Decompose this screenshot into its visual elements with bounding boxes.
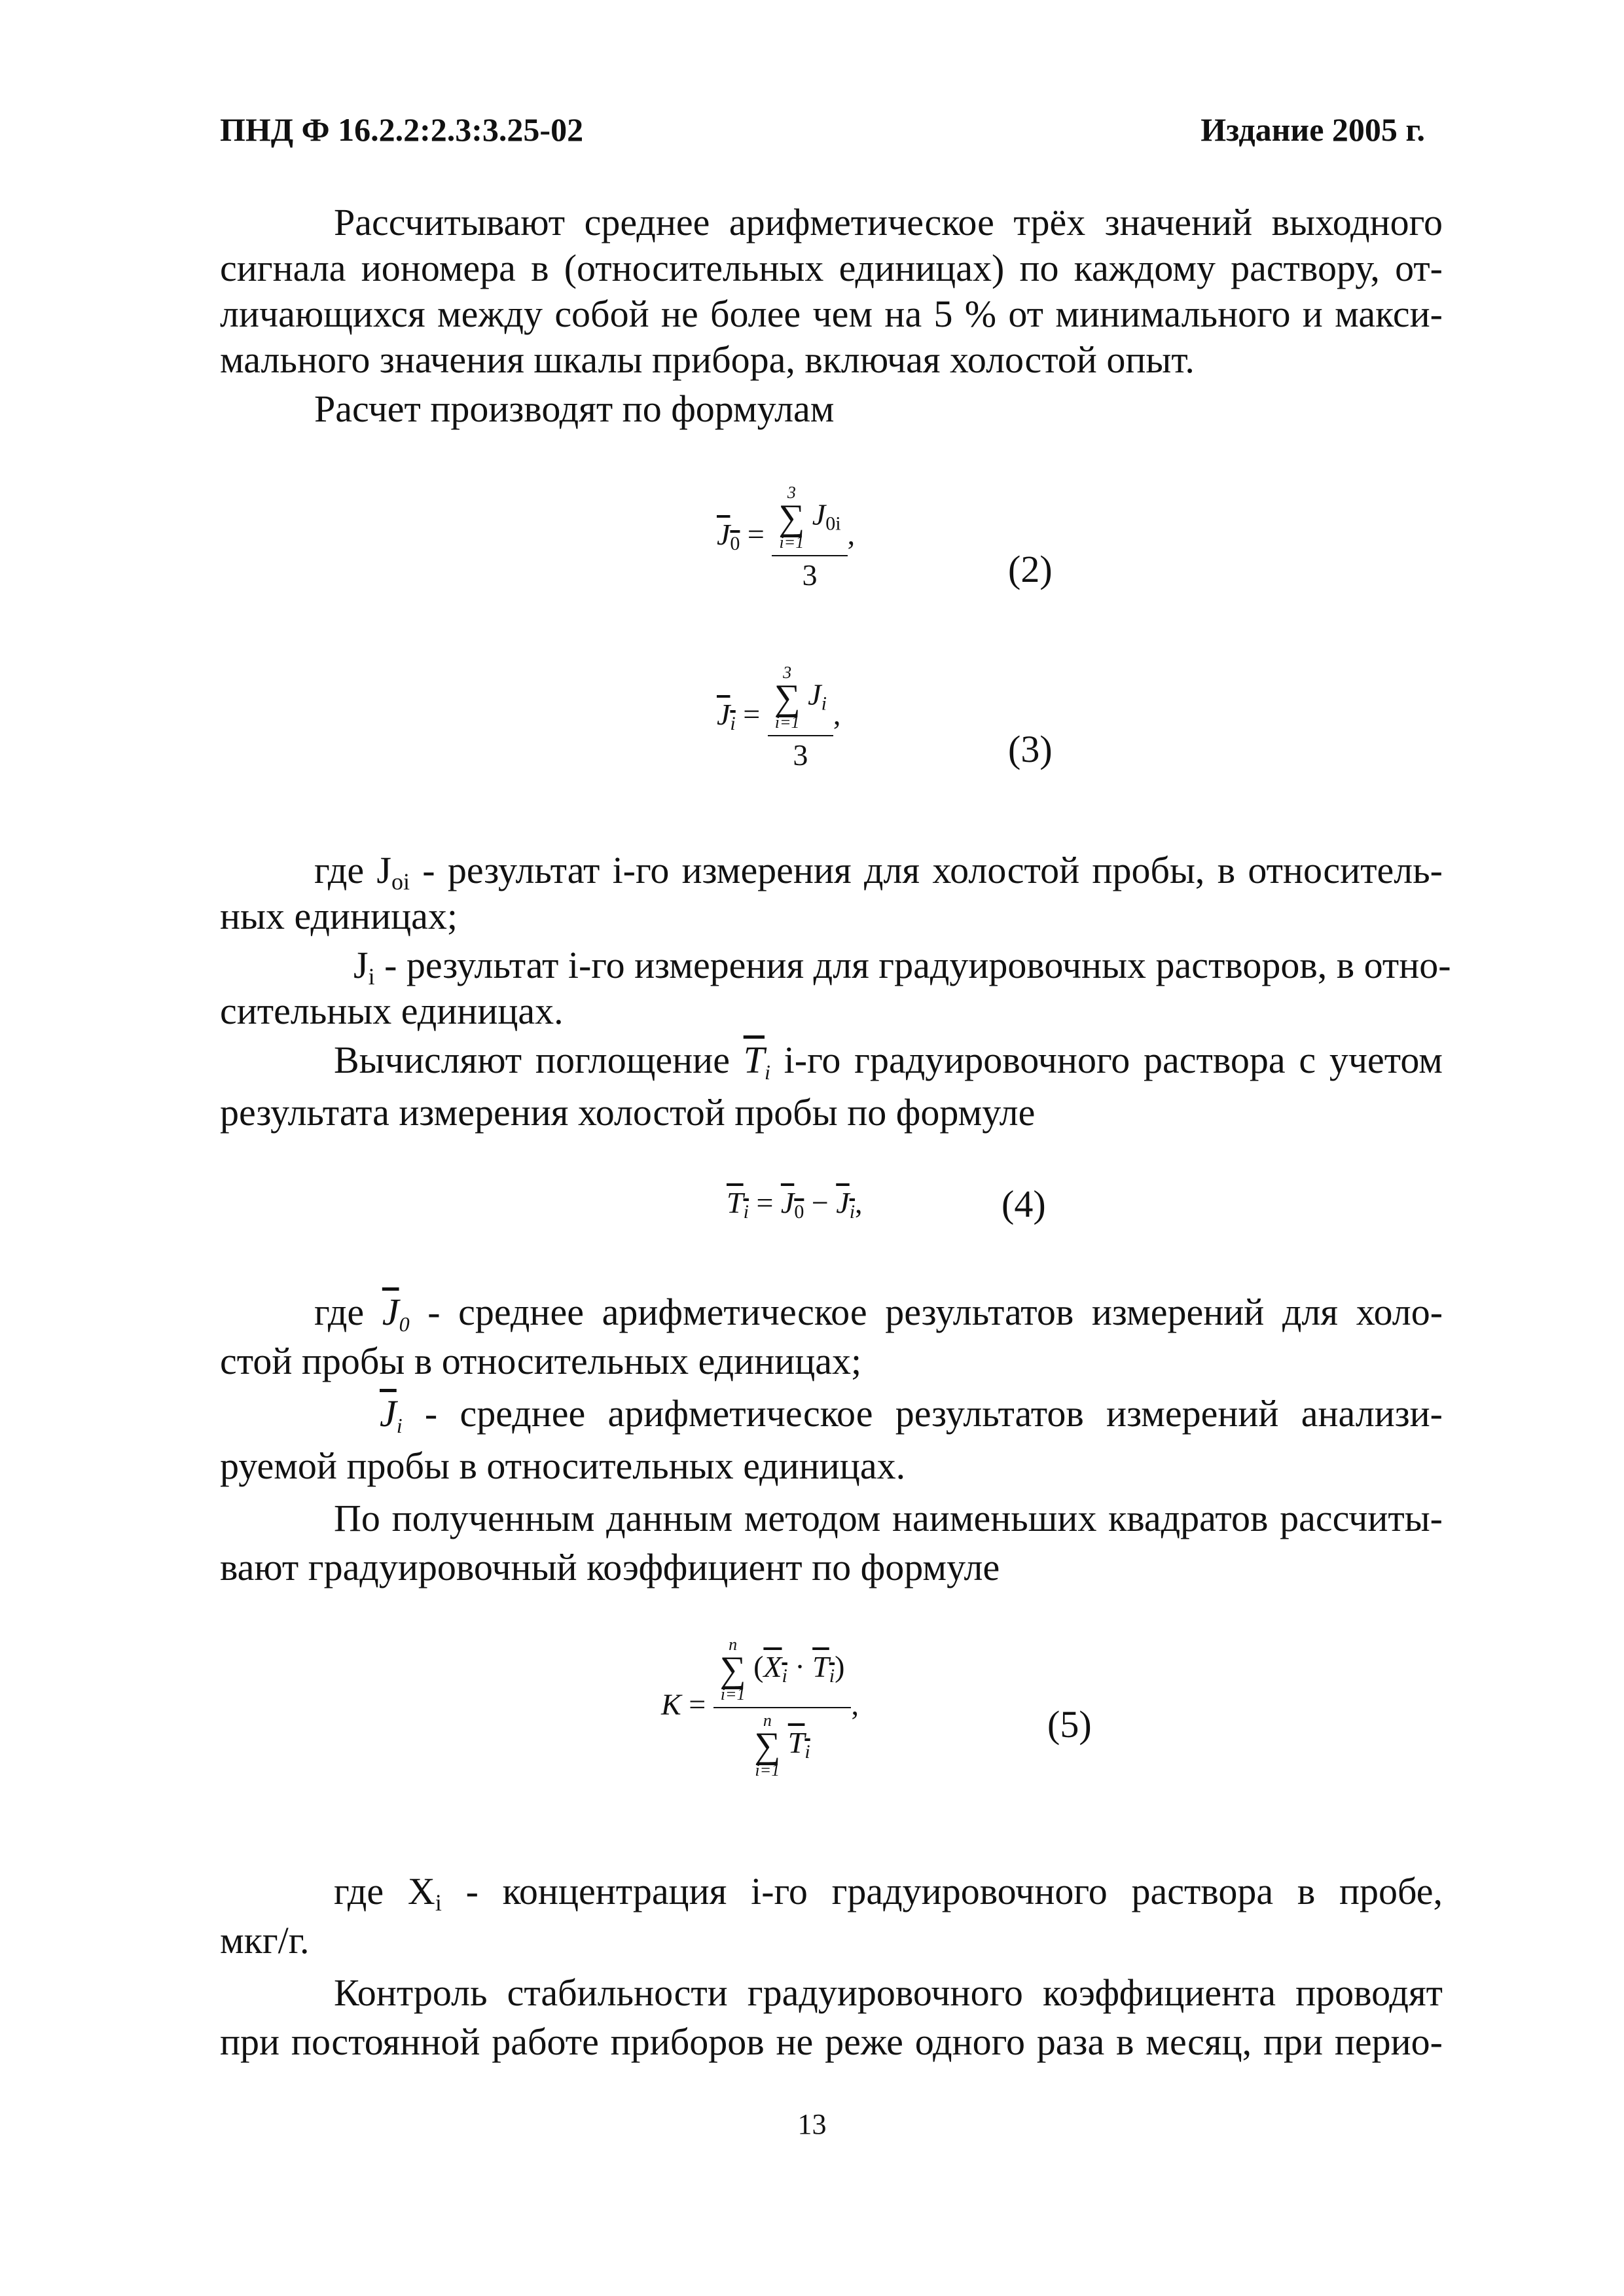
where2-line2: стой пробы в относительных единицах; <box>220 1340 862 1382</box>
para5-line2: при постоянной работе приборов не реже одного раза в месяц, при перио- <box>220 2020 1443 2063</box>
page-number: 13 <box>797 2108 827 2140</box>
where3-line1: где Xi - концентрация i-го градуировочного раствора в пробе, <box>334 1870 1443 1916</box>
para5-line1: Контроль стабильности градуировочного коэффициента проводят <box>334 1971 1443 2014</box>
formula-4: $Ti = J_0 - Ji$, <box>727 1186 863 1223</box>
formula-2: $J_0$ = 3 ∑ i=1 $J_{0i}$ 3 , <box>717 483 856 592</box>
where1-line2: ных единицах; <box>220 895 458 937</box>
where3-line2: мкг/г. <box>220 1919 310 1962</box>
where2-line4: руемой пробы в относительных единицах. <box>220 1444 906 1487</box>
where1-line1: где Joi - результат i-го измерения для холостой пробы, в относитель- <box>314 849 1443 895</box>
formula-5: K = n ∑ i=1 (Xi · Ti) n ∑ i=1 Ti , <box>661 1635 859 1780</box>
where2-line3: $\overline{J}i$ - среднее арифметическое результатов измерений анализи- <box>380 1392 1443 1437</box>
edition-label: Издание 2005 г. <box>1200 111 1425 148</box>
para4-line2: вают градуировочный коэффициент по формуле <box>220 1546 1000 1588</box>
formula-4-number: (4) <box>1001 1183 1046 1225</box>
where1-line3: Ji - результат i-го измерения для градуировочных растворов, в отно- <box>353 944 1451 990</box>
para1-line3: личающихся между собой не более чем на 5 % от минимального и макси- <box>220 293 1443 335</box>
para1-line4: мального значения шкалы прибора, включая холостой опыт. <box>220 338 1195 381</box>
formula-3-number: (3) <box>1008 728 1053 770</box>
formula-2-number: (2) <box>1008 548 1053 590</box>
para2: Расчет производят по формулам <box>314 387 835 430</box>
formula-3: Ji = 3 ∑ i=1 Ji 3 , <box>717 663 841 772</box>
para4-line1: По полученным данным методом наименьших квадратов рассчиты- <box>334 1497 1443 1539</box>
para1-line2: сигнала иономера в (относительных единицах) по каждому раствору, от- <box>220 247 1443 289</box>
formula-5-number: (5) <box>1047 1703 1092 1746</box>
para3-line1: Вычисляют поглощение $\overline{T}i$ i-го градуировочного раствора с учетом <box>334 1039 1443 1084</box>
where2-line1: где $\overline{J}0$ - среднее арифметическое результатов измерений для холо- <box>314 1291 1443 1336</box>
where1-line4: сительных единицах. <box>220 990 564 1032</box>
para3-line2: результата измерения холостой пробы по формуле <box>220 1091 1036 1134</box>
document-code: ПНД Ф 16.2.2:2.3:3.25-02 <box>220 111 584 148</box>
para1-line1: Рассчитывают среднее арифметическое трёх значений выходного <box>334 201 1443 243</box>
